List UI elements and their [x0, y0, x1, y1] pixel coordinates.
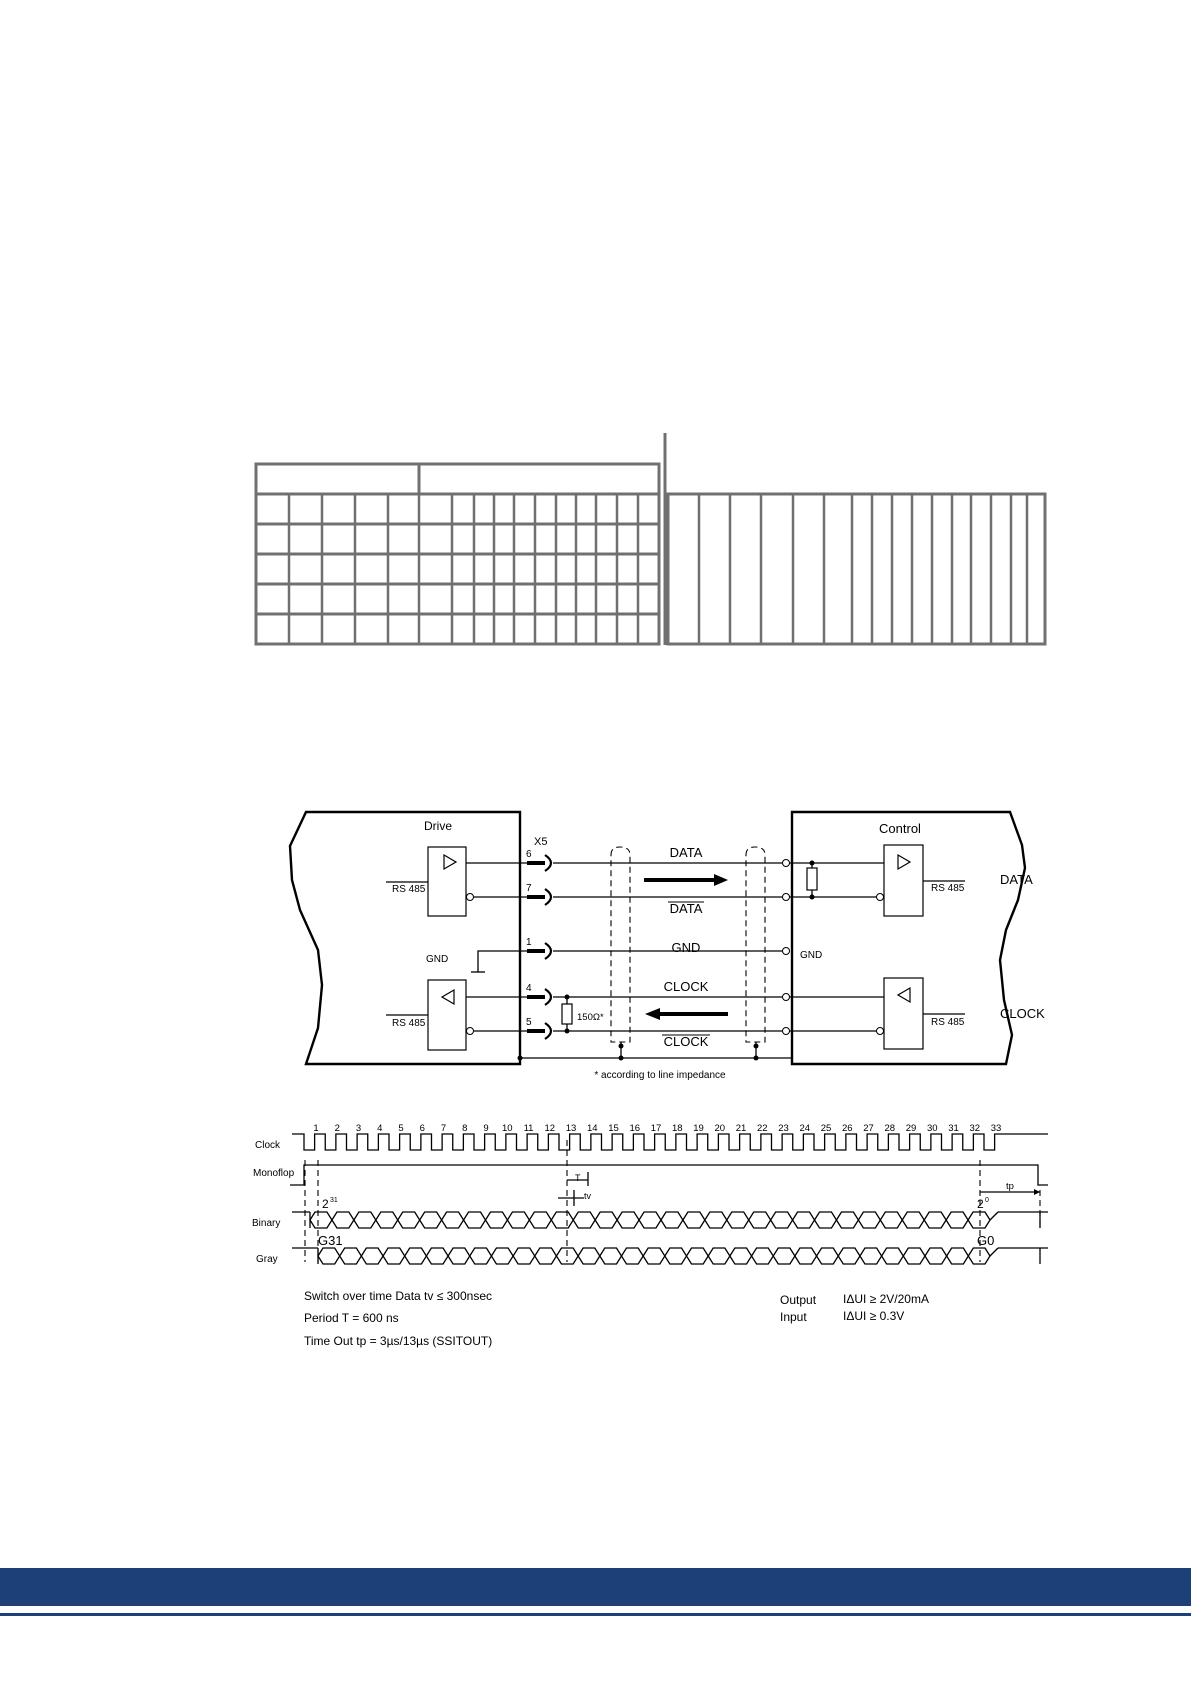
timeout-text: Time Out tp = 3µs/13µs (SSITOUT): [304, 1334, 493, 1348]
footer-rule: [0, 1613, 1191, 1616]
clock-number: 28: [884, 1123, 896, 1134]
cable-shield-right: [746, 847, 765, 1042]
pin-4: [526, 983, 551, 1005]
clock-number: 12: [544, 1123, 556, 1134]
clock-number: 2: [334, 1123, 340, 1134]
connector-label: X5: [534, 836, 548, 848]
drive-gnd-label: GND: [426, 954, 449, 965]
driver-triangle-icon: [444, 855, 456, 869]
cable-shield-left: [611, 847, 630, 1042]
clock-number: 6: [419, 1123, 425, 1134]
clock-number: 11: [523, 1123, 534, 1134]
specs: [304, 1289, 929, 1348]
switch-over-text: Switch over time Data tv ≤ 300nsec: [304, 1289, 492, 1303]
gnd-signal-label: GND: [671, 940, 701, 955]
arrow-left-icon: [645, 1008, 660, 1020]
pin-6: [526, 849, 551, 871]
right-clock-label: CLOCK: [1000, 1006, 1045, 1021]
control-receiver-box: [884, 845, 923, 916]
pin-7: [526, 883, 551, 905]
clock-number: 8: [462, 1123, 468, 1134]
driver-triangle-icon: [898, 988, 910, 1002]
clock-number: 1: [313, 1123, 319, 1134]
drive-rs485-top: RS 485: [392, 884, 426, 895]
clock-number: 16: [629, 1123, 641, 1134]
data-inverted-label: DATA: [669, 901, 703, 916]
pin-label: 6: [526, 849, 532, 860]
clock-number: 9: [483, 1123, 489, 1134]
clock-number: 26: [841, 1123, 853, 1134]
clock-number: 20: [714, 1123, 726, 1134]
clock-cycle-numbers: [313, 1123, 1001, 1134]
clock-number: 14: [586, 1123, 598, 1134]
msb-exponent: 31: [330, 1197, 338, 1204]
period-text: Period T = 600 ns: [304, 1311, 399, 1325]
t-label: T: [575, 1173, 581, 1183]
control-gnd-label: GND: [800, 950, 823, 961]
pin-label: 7: [526, 883, 532, 894]
pin-label: 5: [526, 1017, 532, 1028]
clock-number: 27: [863, 1123, 874, 1134]
binary-bus: [292, 1212, 1048, 1228]
g31-label: G31: [318, 1233, 343, 1248]
control-driver-box: [884, 978, 923, 1049]
arrow-right-icon: [714, 874, 728, 886]
clock-number: 7: [440, 1123, 447, 1134]
row-label-gray: Gray: [256, 1254, 278, 1265]
clock-number: 23: [778, 1123, 789, 1134]
monoflop-waveform: [290, 1165, 1048, 1185]
input-value: IΔUI ≥ 0.3V: [843, 1309, 905, 1323]
row-label-monoflop: Monoflop: [253, 1168, 295, 1179]
control-block: [792, 812, 1025, 1064]
timing-diagram: [252, 1123, 1048, 1265]
control-rs485-top: RS 485: [931, 883, 965, 894]
drive-receiver-box: [428, 980, 466, 1050]
pin-label: 4: [526, 983, 532, 994]
control-rs485-bottom: RS 485: [931, 1017, 965, 1028]
clock-number: 30: [926, 1123, 938, 1134]
clock-pulses: [292, 1134, 1048, 1150]
pin-5: [526, 1017, 551, 1039]
pin-1: [526, 937, 551, 959]
input-label: Input: [780, 1310, 807, 1324]
clock-number: 22: [756, 1123, 768, 1134]
clock-number: 31: [948, 1123, 959, 1134]
ssi-schematic: [290, 812, 1045, 1081]
drive-rs485-bottom: RS 485: [392, 1018, 426, 1029]
empty-table: [256, 433, 1045, 645]
clock-number: 17: [650, 1123, 662, 1134]
clock-number: 19: [693, 1123, 704, 1134]
footer-band: [0, 1568, 1191, 1606]
clock-waveform: [292, 1134, 1048, 1150]
connector-pins: [526, 849, 551, 1039]
resistor-label: 150Ω*: [577, 1012, 604, 1023]
output-value: IΔUI ≥ 2V/20mA: [843, 1292, 929, 1306]
clock-number: 29: [905, 1123, 917, 1134]
clock-number: 15: [608, 1123, 619, 1134]
receiver-triangle-icon: [898, 855, 910, 869]
drive-label: Drive: [423, 819, 453, 833]
bus-waveforms: [292, 1212, 1048, 1264]
clock-number: 5: [398, 1123, 404, 1134]
clock-signal-label: CLOCK: [663, 979, 709, 994]
output-label: Output: [780, 1293, 817, 1307]
clock-number: 18: [671, 1123, 683, 1134]
clock-number: 32: [969, 1123, 981, 1134]
tp-label: tp: [1006, 1181, 1014, 1192]
lsb-exponent: 0: [985, 1197, 989, 1204]
clock-number: 21: [735, 1123, 747, 1134]
tv-label: tv: [584, 1191, 592, 1201]
gray-bus: [292, 1248, 1048, 1264]
clock-number: 13: [565, 1123, 577, 1134]
lsb-base: 2: [977, 1197, 984, 1211]
clock-number: 4: [377, 1123, 383, 1134]
g0-label: G0: [977, 1233, 995, 1248]
data-signal-label: DATA: [669, 845, 703, 860]
pin-label: 1: [526, 937, 532, 948]
row-label-binary: Binary: [252, 1218, 281, 1229]
clock-number: 24: [799, 1123, 811, 1134]
clock-number: 33: [990, 1123, 1002, 1134]
clock-number: 10: [501, 1123, 513, 1134]
clock-number: 25: [820, 1123, 832, 1134]
receiver-triangle-icon: [442, 990, 454, 1004]
footnote: * according to line impedance: [594, 1070, 726, 1081]
right-data-label: DATA: [1000, 872, 1033, 887]
control-label: Control: [879, 821, 921, 836]
msb-base: 2: [322, 1197, 329, 1211]
row-label-clock: Clock: [255, 1140, 281, 1151]
clock-number: 3: [355, 1123, 362, 1134]
clock-inverted-label: CLOCK: [663, 1034, 709, 1049]
